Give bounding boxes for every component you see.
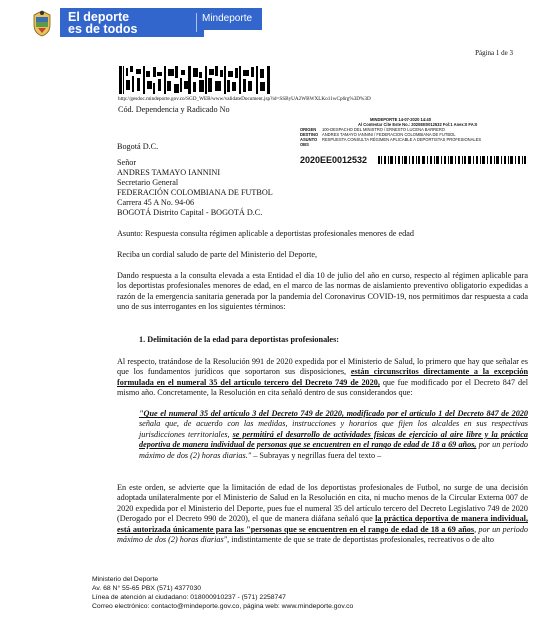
recipient-city: BOGOTÁ Distrito Capital - BOGOTÁ D.C. bbox=[117, 208, 263, 217]
subject-line: Asunto: Respuesta consulta régimen aplicable a deportistas profesionales menores de edad bbox=[117, 229, 414, 238]
code-title: Cód. Dependencia y Radicado No bbox=[118, 105, 230, 114]
salutation-label: Señor bbox=[117, 158, 137, 167]
radicado-barcode bbox=[378, 156, 526, 164]
age-limit-highlight: la práctica deportiva de manera individual, está autorizada únicamente para las "personas que se encuentren en el rango de edad de 18 a 69 años bbox=[117, 514, 529, 534]
recipient-address: Carrera 45 A No. 94-06 bbox=[117, 198, 195, 207]
stamp-line2: Al Contestar Cite Este No.: 2020EE0012532 Fol:1 Anex:0 FA:0 bbox=[358, 122, 478, 127]
intro-paragraph: Dando respuesta a la consulta elevada a esta Entidad el día 10 de julio del año en curso, respecto al régimen aplicable para los deportistas profesionales menores de edad, en el marco de las normas de aislamiento preventivo obligatorio expedidas a razón de la emergencia sanitaria generada por la pandemia del Coronavirus COVID-19, nos permitimos dar respuesta a cada uno de sus interrogantes en los siguientes términos: bbox=[117, 271, 528, 312]
brand-bar bbox=[60, 8, 204, 37]
document-barcode bbox=[119, 66, 271, 94]
brand-divider bbox=[196, 13, 197, 32]
document-url[interactable]: http://gesdoc.mindeporte.gov.co/SGD_WEB/www/validateDocument.jsp?id=SSByUA2WBWXLKo11wCp6rg%3D%3D bbox=[118, 96, 371, 102]
paragraph-age-limit: En este orden, se advierte que la limitación de edad de los deportistas profesionales de Futbol, no surge de una decisión adoptada unilateralmente por el Ministerio de Salud en la Resolución en cita, ni mucho menos de la Circular Externa 007 de 2020 expedida por el Ministerio del Deporte, pues fue el numeral 35 del artículo tercero del Decreto Legislativo 749 de 2020 (Derogado por el Decreto 990 de 2020), el que de manera diáfana señaló que la práctica deportiva de manera individual, está autorizada únicamente para las "personas que se encuentren en el rango de edad de 18 a 69 años, por un periodo máximo de dos (2) horas diarias", indistintamente de que se trate de deportistas profesionales, recreativos o de alto bbox=[117, 483, 529, 545]
section-title: 1. Delimitación de la edad para deportistas profesionales: bbox=[139, 335, 339, 344]
stamp-row: ORIGEN 100-DESPACHO DEL MINISTRO / ERNESTO LUCENA BARRERO bbox=[300, 127, 445, 132]
radicado-number: 2020EE0012532 bbox=[300, 155, 368, 165]
stamp-row: OBS bbox=[300, 142, 309, 147]
recipient-title: Secretario General bbox=[117, 178, 179, 187]
stamp-line1: MINDEPORTE 14-07-2020 14:40 bbox=[370, 117, 431, 122]
city-line: Bogotá D.C. bbox=[117, 142, 159, 151]
coat-of-arms-icon bbox=[30, 9, 54, 37]
recipient-name: ANDRES TAMAYO IANNINI bbox=[117, 168, 221, 177]
footer-phone: Línea de atención al ciudadano: 018000910237 - (571) 2258747 bbox=[92, 594, 286, 601]
paragraph-resolution: Al respecto, tratándose de la Resolución 991 de 2020 expedida por el Ministerio de Salud, lo primero que hay que señalar es que los fundamentos jurídicos que soportaron sus disposiciones, están circunscritos directamente a la excepción formulada en el numeral 35 del artículo tercero del Decreto 749 de 2020, que fue modificado por el Decreto 847 del mismo año. Concretamente, la Resolución en cita señaló dentro de sus considerandos que: bbox=[117, 357, 528, 398]
quoted-considerando: "Que el numeral 35 del artículo 3 del Decreto 749 de 2020, modificado por el artículo 1 del Decreto 847 de 2020 señala que, de acuerdo con las medidas, instrucciones y horarios que fijen los alcaldes en sus respectivas jurisdicciones territoriales, se permitirá el desarrollo de actividades físicas de ejercicio al aire libre y la práctica deportiva de manera individual de personas que se encuentren en el rango de edad de 18 a 69 años, por un periodo máximo de dos (2) horas diarias." – Subrayas y negrillas fuera del texto – bbox=[139, 409, 529, 460]
quote-highlight: se permitirá el desarrollo de actividades físicas de ejercicio al aire libre y la práctica deportiva de manera individual de personas que se encuentren en el rango de edad de 18 a 69 años, bbox=[139, 429, 528, 450]
page-header bbox=[0, 0, 545, 42]
footer-ministry: Ministerio del Deporte bbox=[92, 576, 159, 583]
ministry-label: Mindeporte bbox=[202, 8, 262, 30]
brand-slogan-line2: es de todos bbox=[68, 22, 138, 36]
footer-address: Av. 68 N° 55-65 PBX (571) 4377030 bbox=[92, 585, 202, 592]
stamp-row: ASUNTO RESPUESTA CONSULTA RÉGIMEN APLICABLE A DEPORTISTAS PROFESIONALES bbox=[300, 137, 482, 142]
highlighted-clause: están circunscritos directamente a la excepción formulada en el numeral 35 del artículo tercero del Decreto 749 de 2020, bbox=[117, 367, 528, 387]
footer-contact: Correo electrónico: contacto@mindeporte.gov.co, página web: www.mindeporte.gov.co bbox=[92, 603, 354, 610]
brand-slogan-line1: El deporte bbox=[68, 10, 130, 24]
page-number: Página 1 de 3 bbox=[475, 49, 513, 57]
quote-reference: "Que el numeral 35 del artículo 3 del Decreto 749 de 2020, modificado por el artículo 1 del Decreto 847 de 2020 bbox=[139, 409, 528, 418]
stamp-row: DESTINO ANDRES TAMAYO IANNINI / FEDERACION COLOMBIANA DE FUTBOL bbox=[300, 132, 456, 137]
filing-stamp bbox=[300, 117, 530, 147]
greeting-line: Reciba un cordial saludo de parte del Ministerio del Deporte, bbox=[117, 250, 318, 259]
page-footer bbox=[92, 575, 353, 611]
recipient-organization: FEDERACIÓN COLOMBIANA DE FUTBOL bbox=[117, 188, 273, 197]
